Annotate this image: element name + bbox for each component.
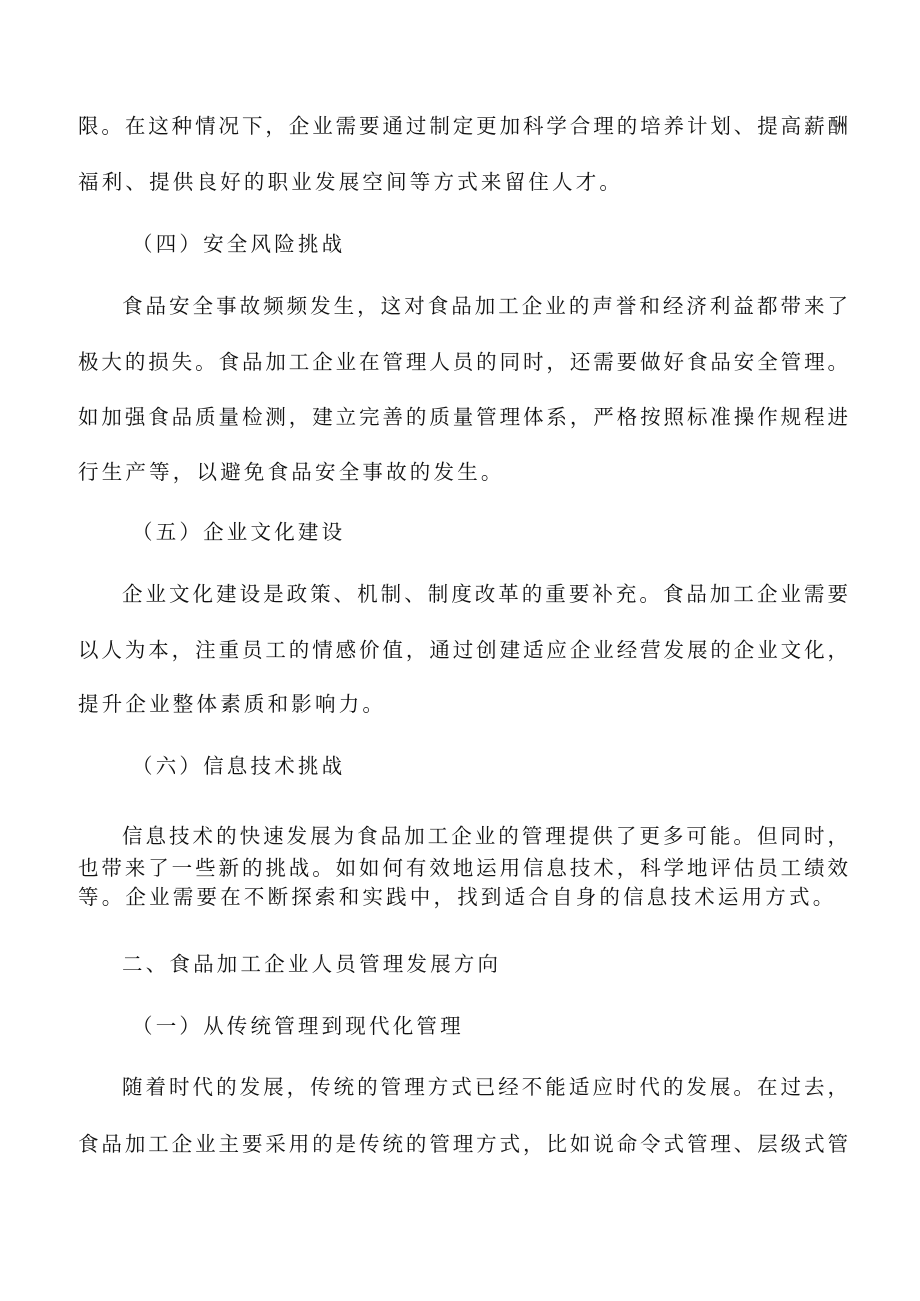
paragraph-line: 信息技术的快速发展为食品加工企业的管理提供了更多可能。但同时， xyxy=(122,824,848,848)
paragraph-line: 企业文化建设是政策、机制、制度改革的重要补充。食品加工企业需要 xyxy=(122,582,848,606)
paragraph-line: 提升企业整体素质和影响力。 xyxy=(78,692,387,716)
paragraph-line: 福利、提供良好的职业发展空间等方式来留住人才。 xyxy=(78,170,624,194)
paragraph-line: 食品安全事故频频发生，这对食品加工企业的声誉和经济利益都带来了 xyxy=(122,294,848,318)
paragraph-line: 限。在这种情况下，企业需要通过制定更加科学合理的培养计划、提高薪酬 xyxy=(78,114,848,138)
paragraph-line: 行生产等，以避免食品安全事故的发生。 xyxy=(78,460,505,484)
paragraph-line: 等。企业需要在不断探索和实践中，找到适合自身的信息技术运用方式。 xyxy=(78,885,837,909)
paragraph-line: 随着时代的发展，传统的管理方式已经不能适应时代的发展。在过去， xyxy=(122,1075,848,1099)
paragraph-line: 极大的损失。食品加工企业在管理人员的同时，还需要做好食品安全管理。 xyxy=(78,350,848,374)
section-heading: （一）从传统管理到现代化管理 xyxy=(132,1014,464,1038)
paragraph-line: 如加强食品质量检测，建立完善的质量管理体系，严格按照标准操作规程进 xyxy=(78,405,848,429)
paragraph-line: 以人为本，注重员工的情感价值，通过创建适应企业经营发展的企业文化， xyxy=(78,638,848,662)
paragraph-line: 也带来了一些新的挑战。如如何有效地运用信息技术，科学地评估员工绩效 xyxy=(78,856,848,880)
section-heading: （六）信息技术挑战 xyxy=(132,754,346,778)
section-heading: （五）企业文化建设 xyxy=(132,520,346,544)
paragraph-line: 食品加工企业主要采用的是传统的管理方式，比如说命令式管理、层级式管 xyxy=(78,1132,848,1156)
section-heading: 二、食品加工企业人员管理发展方向 xyxy=(122,952,502,976)
section-heading: （四）安全风险挑战 xyxy=(132,232,346,256)
